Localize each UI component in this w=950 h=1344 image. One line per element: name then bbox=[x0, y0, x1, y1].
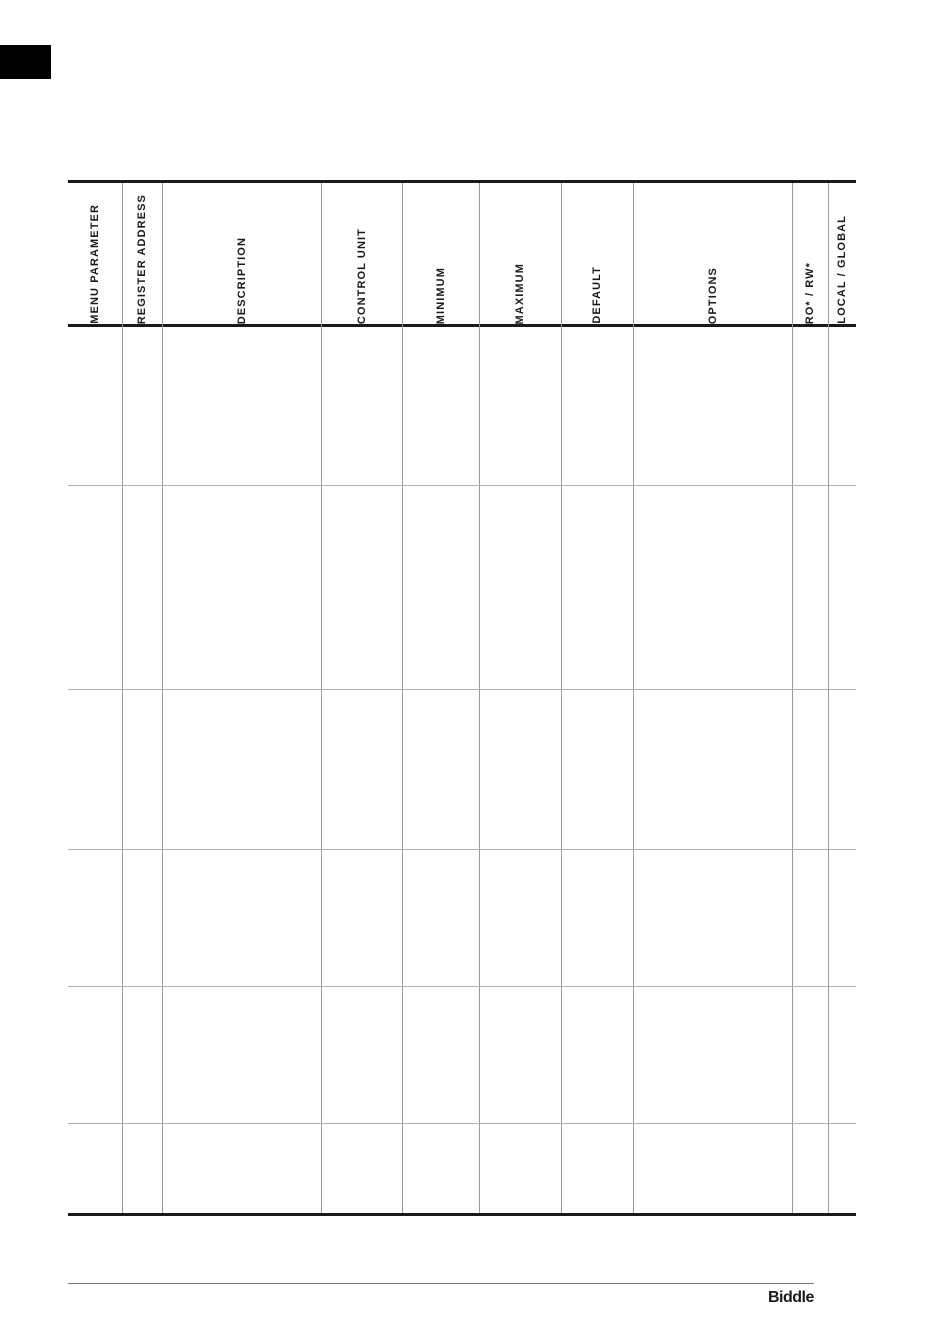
header-default: DEFAULT bbox=[591, 266, 603, 324]
column-divider bbox=[561, 183, 562, 1213]
header-description: DESCRIPTION bbox=[235, 236, 248, 324]
column-divider bbox=[122, 183, 123, 1213]
header-register-address: REGISTER ADDRESS bbox=[136, 193, 148, 324]
row-divider bbox=[68, 849, 856, 850]
row-divider bbox=[68, 1123, 856, 1124]
row-divider bbox=[68, 689, 856, 690]
brand-logo: Biddle bbox=[768, 1289, 814, 1306]
header-control-unit: CONTROL UNIT bbox=[355, 227, 368, 324]
row-divider bbox=[68, 485, 856, 486]
column-divider bbox=[162, 183, 163, 1213]
header-local-global: LOCAL / GLOBAL bbox=[836, 215, 848, 324]
section-tab-marker bbox=[0, 45, 51, 79]
header-menu-parameter: MENU PARAMETER bbox=[89, 204, 101, 324]
column-divider bbox=[792, 183, 793, 1213]
column-divider bbox=[828, 183, 829, 1213]
footer-rule bbox=[68, 1283, 814, 1284]
parameter-table bbox=[68, 180, 856, 1216]
column-divider bbox=[321, 183, 322, 1213]
column-divider bbox=[402, 183, 403, 1213]
header-divider bbox=[68, 324, 856, 327]
header-maximum: MAXIMUM bbox=[514, 262, 526, 324]
header-ro-rw: RO* / RW* bbox=[804, 261, 816, 324]
header-options: OPTIONS bbox=[706, 266, 719, 324]
header-minimum: MINIMUM bbox=[434, 266, 447, 324]
column-divider bbox=[633, 183, 634, 1213]
column-divider bbox=[479, 183, 480, 1213]
row-divider bbox=[68, 986, 856, 987]
